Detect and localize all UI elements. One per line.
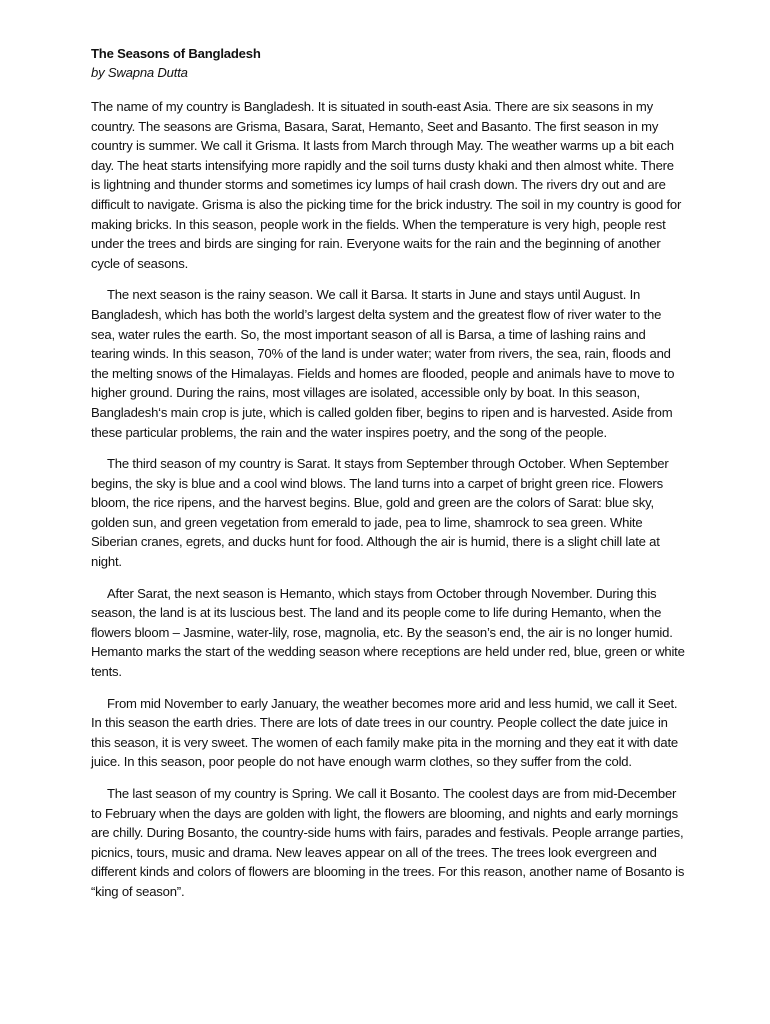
paragraph-grisma: The name of my country is Bangladesh. It is situated in south-east Asia. There are six seasons in my country. The seasons are Grisma, Basara, Sarat, Hemanto, Seet and Basanto. The first season in my country is summer. We call it Grisma. It lasts from March through May. The weather warms up a bit each day. The heat starts intensifying more rapidly and the soil turns dusty khaki and then almost white. There is lightning and thunder storms and sometimes icy lumps of hail crash down. The rivers dry out and are difficult to navigate. Grisma is also the picking time for the brick industry. The soil in my country is good for making bricks. In this season, people work in the fields. When the temperature is very high, people rest under the trees and birds are singing for rain. Everyone waits for the rain and the beginning of another cycle of seasons.	[91, 99, 682, 271]
paragraph-barsa: The next season is the rainy season. We call it Barsa. It starts in June and stays until August. In Bangladesh, which has both the world’s largest delta system and the greatest flow of river water to the sea, water rules the earth. So, the most important season of all is Barsa, a time of lashing rains and tearing winds. In this season, 70% of the land is under water; water from rivers, the sea, rain, floods and the melting snows of the Himalayas. Fields and homes are flooded, people and animals have to move to higher ground. During the rains, most villages are isolated, accessible only by boat. In this season, Bangladesh‘s main crop is jute, which is called golden fiber, begins to ripen and is harvested. Aside from these particular problems, the rain and the water inspires poetry, and the song of the people.	[91, 287, 675, 440]
paragraph-bosanto: The last season of my country is Spring. We call it Bosanto. The coolest days are from mid-December to February when the days are golden with light, the flowers are blooming, and nights and early mornings are chilly. During Bosanto, the country-side hums with fairs, parades and festivals. People arrange parties, picnics, tours, music and drama. New leaves appear on all of the trees. The trees look evergreen and different kinds and colors of flowers are blooming in the trees. For this reason, another name of Bosanto is “king of season”.	[91, 786, 685, 899]
document-author: by Swapna Dutta	[91, 65, 188, 80]
paragraph-seet: From mid November to early January, the weather becomes more arid and less humid, we call it Seet. In this season the earth dries. There are lots of date trees in our country. People collect the date juice in this season, it is very sweet. The women of each family make pita in the morning and they eat it with date juice. In this season, poor people do not have enough warm clothes, so they suffer from the cold.	[91, 695, 678, 770]
paragraph-hemanto: After Sarat, the next season is Hemanto, which stays from October through November. During this season, the land is at its luscious best. The land and its people come to life during Hemanto, when the flowers bloom – Jasmine, water-lily, rose, magnolia, etc. By the season’s end, the air is no longer humid. Hemanto marks the start of the wedding season where receptions are held under red, blue, green or white tents.	[91, 585, 685, 680]
paragraph-sarat: The third season of my country is Sarat. It stays from September through October. When September begins, the sky is blue and a cool wind blows. The land turns into a carpet of bright green rice. Flowers bloom, the rice ripens, and the harvest begins. Blue, gold and green are the colors of Sarat: blue sky, golden sun, and green vegetation from emerald to jade, pea to lime, shamrock to sea green. White Siberian cranes, egrets, and ducks hunt for food. Although the air is humid, there is a slight chill late at night.	[91, 456, 669, 570]
document-page	[91, 44, 685, 914]
document-title: The Seasons of Bangladesh	[91, 46, 261, 61]
